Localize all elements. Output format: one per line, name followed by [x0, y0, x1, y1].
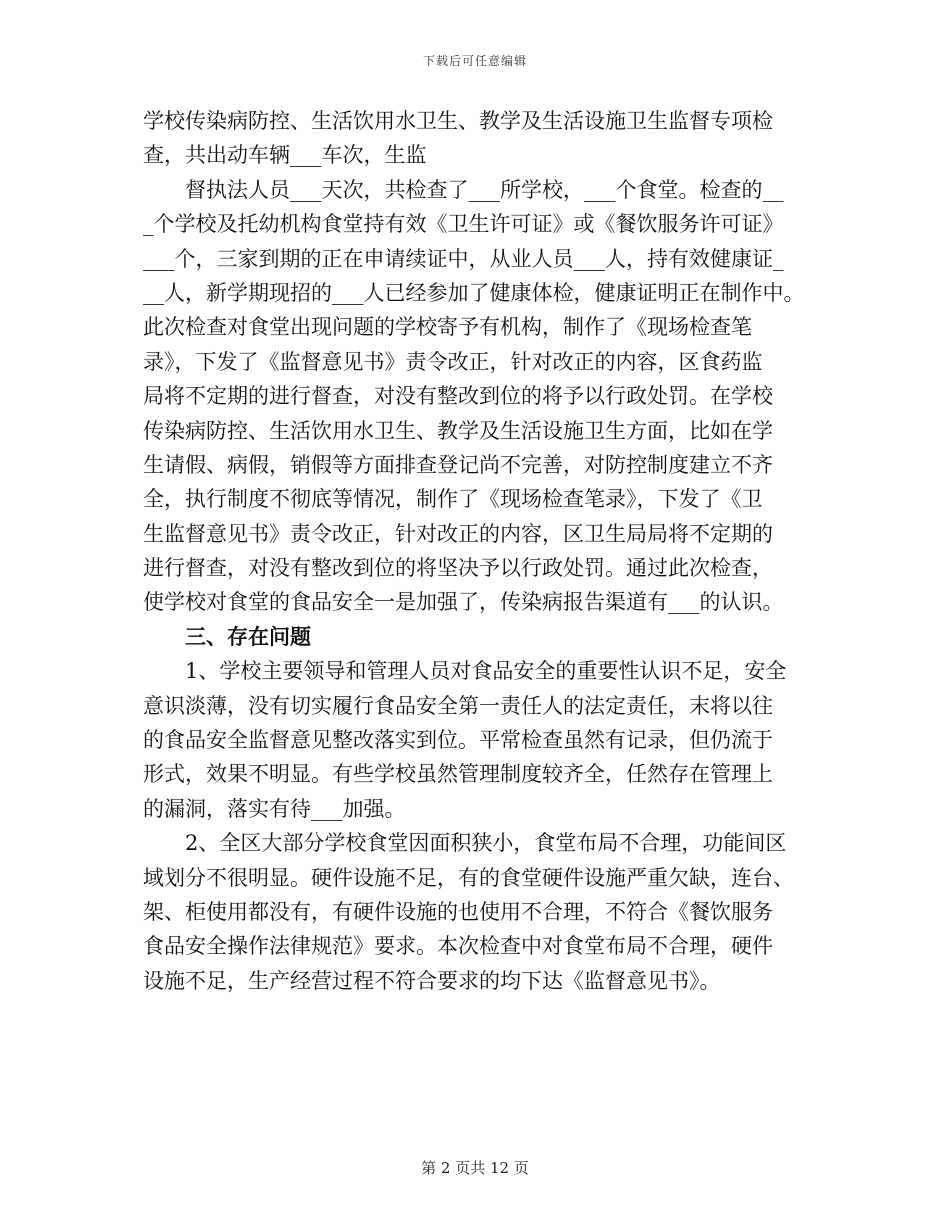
text-line: 局将不定期的进行督查，对没有整改到位的将予以行政处罚。在学校 [143, 384, 773, 409]
text-line: 食品安全操作法律规范》要求。本次检查中对食堂布局不合理，硬件 [143, 934, 773, 959]
text-line: 2、全区大部分学校食堂因面积狭小，食堂布局不合理，功能间区 [185, 831, 787, 856]
page-footer: 第 2 页共 12 页 [421, 1159, 529, 1177]
text-line: 督执法人员___天次，共检查了___所学校，___个食堂。检查的__ [185, 177, 784, 202]
text-line: 形式，效果不明显。有些学校虽然管理制度较齐全，任然存在管理上 [143, 762, 773, 787]
text-line: 录》，下发了《监督意见书》责令改正，针对改正的内容，区食药监 [143, 349, 763, 374]
text-line: 使学校对食堂的食品安全一是加强了，传染病报告渠道有___的认识。 [143, 590, 784, 615]
text-line: 生监督意见书》责令改正，针对改正的内容，区卫生局局将不定期的 [143, 521, 773, 546]
text-line: 设施不足，生产经营过程不符合要求的均下达《监督意见书》。 [143, 968, 721, 993]
text-line: 生请假、病假，销假等方面排查登记尚不完善，对防控制度建立不齐 [143, 452, 773, 477]
text-line: ___个，三家到期的正在申请续证中，从业人员___人，持有效健康证_ [143, 246, 784, 271]
text-line: 架、柜使用都没有，有硬件设施的也使用不合理，不符合《餐饮服务 [143, 899, 773, 924]
text-line: 进行督查，对没有整改到位的将坚决予以行政处罚。通过此次检查， [143, 556, 773, 581]
document-body [143, 104, 823, 998]
text-line: 的漏洞，落实有待___加强。 [143, 796, 406, 821]
text-line: 1、学校主要领导和管理人员对食品安全的重要性认识不足，安全 [185, 659, 787, 684]
text-line: 传染病防控、生活饮用水卫生、教学及生活设施卫生方面，比如在学 [143, 418, 773, 443]
text-line: 域划分不很明显。硬件设施不足，有的食堂硬件设施严重欠缺，连台、 [143, 865, 794, 890]
text-line: 的食品安全监督意见整改落实到位。平常检查虽然有记录，但仍流于 [143, 728, 773, 753]
text-line: 此次检查对食堂出现问题的学校寄予有机构，制作了《现场检查笔 [143, 315, 752, 340]
text-line: 意识淡薄，没有切实履行食品安全第一责任人的法定责任，末将以往 [143, 693, 773, 718]
text-line: 查，共出动车辆___车次，生监 [143, 143, 427, 168]
text-line: 学校传染病防控、生活饮用水卫生、教学及生活设施卫生监督专项检 [143, 109, 773, 133]
text-line: 全，执行制度不彻底等情况，制作了《现场检查笔录》，下发了《卫 [143, 487, 763, 512]
page-header: 下载后可任意编辑 [422, 54, 527, 68]
text-line: __人，新学期现招的___人已经参加了健康体检，健康证明正在制作中。 [143, 280, 805, 305]
text-line: _个学校及托幼机构食堂持有效《卫生许可证》或《餐饮服务许可证》 [143, 212, 784, 237]
section-heading: 三、存在问题 [185, 623, 311, 649]
